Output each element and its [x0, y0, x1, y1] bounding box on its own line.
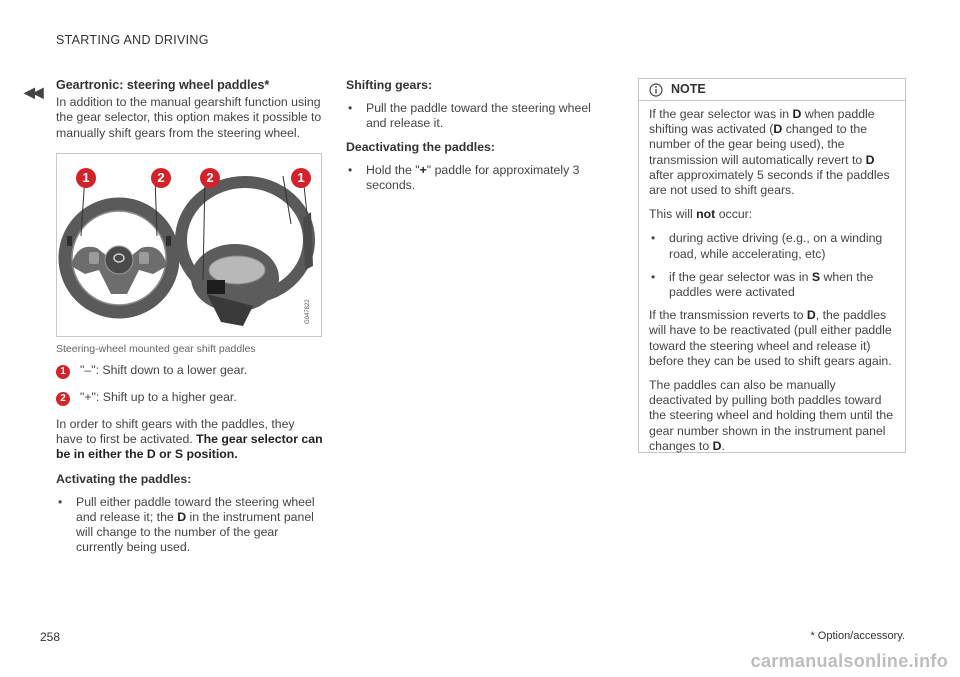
bullet-item: • Pull the paddle toward the steering wheel and release it. [348, 101, 591, 131]
double-chevron-left-icon[interactable]: ◀◀ [24, 84, 42, 100]
note-paragraph: If the gear selector was in D when paddle shifting was activated (D changed to the number of the gear being used), the transmission will automatically revert to D after approximately 5 seconds if the paddles are not used to shift gears. [649, 107, 890, 198]
note-paragraph: This will not occur: [649, 207, 753, 222]
legend-text: "–": Shift down to a lower gear. [80, 363, 248, 378]
note-paragraph: If the transmission reverts to D, the paddles will have to be reactivated (pull either paddle toward the steering wheel and release it) before they can be used to shift gears again. [649, 308, 892, 368]
figure-code: G047822 [305, 299, 311, 324]
page-number: 258 [40, 630, 61, 644]
watermark: carmanualsonline.info [750, 651, 948, 671]
note-body [639, 101, 905, 454]
info-circle-icon [649, 83, 663, 97]
note-paragraph: The paddles can also be manually deactivated by pulling both paddles toward the steering wheel and holding them until the gear number shown in the instrument panel changes to D. [649, 378, 894, 453]
bullet-item: • during active driving (e.g., on a winding road, while accelerating, etc) [651, 231, 883, 261]
figure-caption: Steering-wheel mounted gear shift paddles [56, 342, 256, 355]
bullet-item: • Pull either paddle toward the steering wheel and release it; the D in the instrument panel will change to the number of the gear currently being used. [58, 494, 315, 555]
deactivating-heading: Deactivating the paddles: [346, 139, 495, 154]
legend-item [56, 390, 324, 406]
callout-number: 1 [56, 365, 70, 379]
steering-wheel-illustration [57, 154, 323, 338]
note-title: NOTE [671, 81, 706, 96]
callout-number: 2 [56, 392, 70, 406]
section-header: STARTING AND DRIVING [56, 33, 209, 47]
steering-wheel-figure [56, 153, 322, 337]
note-box [638, 78, 906, 453]
callout-badge: 1 [291, 168, 311, 188]
footnote: * Option/accessory. [810, 630, 905, 642]
legend-text: "+": Shift up to a higher gear. [80, 390, 237, 405]
side-wheel-drawing [181, 176, 313, 326]
shifting-heading: Shifting gears: [346, 78, 433, 92]
note-header [639, 79, 905, 101]
legend-item [56, 363, 324, 379]
bullet-item: • Hold the "+" paddle for approximately 3 seconds. [348, 162, 580, 193]
callout-badge: 1 [76, 168, 96, 188]
front-wheel-drawing [65, 176, 173, 312]
callout-badge: 2 [200, 168, 220, 188]
intro-paragraph: In addition to the manual gearshift function using the gear selector, this option makes it possible to manually shift gears from the steering wheel. [56, 95, 322, 140]
article-title: Geartronic: steering wheel paddles* [56, 78, 270, 92]
column-middle [346, 78, 602, 201]
activating-heading: Activating the paddles: [56, 471, 192, 486]
column-left [56, 78, 324, 564]
bullet-item: • if the gear selector was in S when the paddles were activated [651, 269, 874, 300]
activation-paragraph: In order to shift gears with the paddles, they have to first be activated. The gear selector can be in either the D or S position. [56, 417, 323, 462]
callout-badge: 2 [151, 168, 171, 188]
